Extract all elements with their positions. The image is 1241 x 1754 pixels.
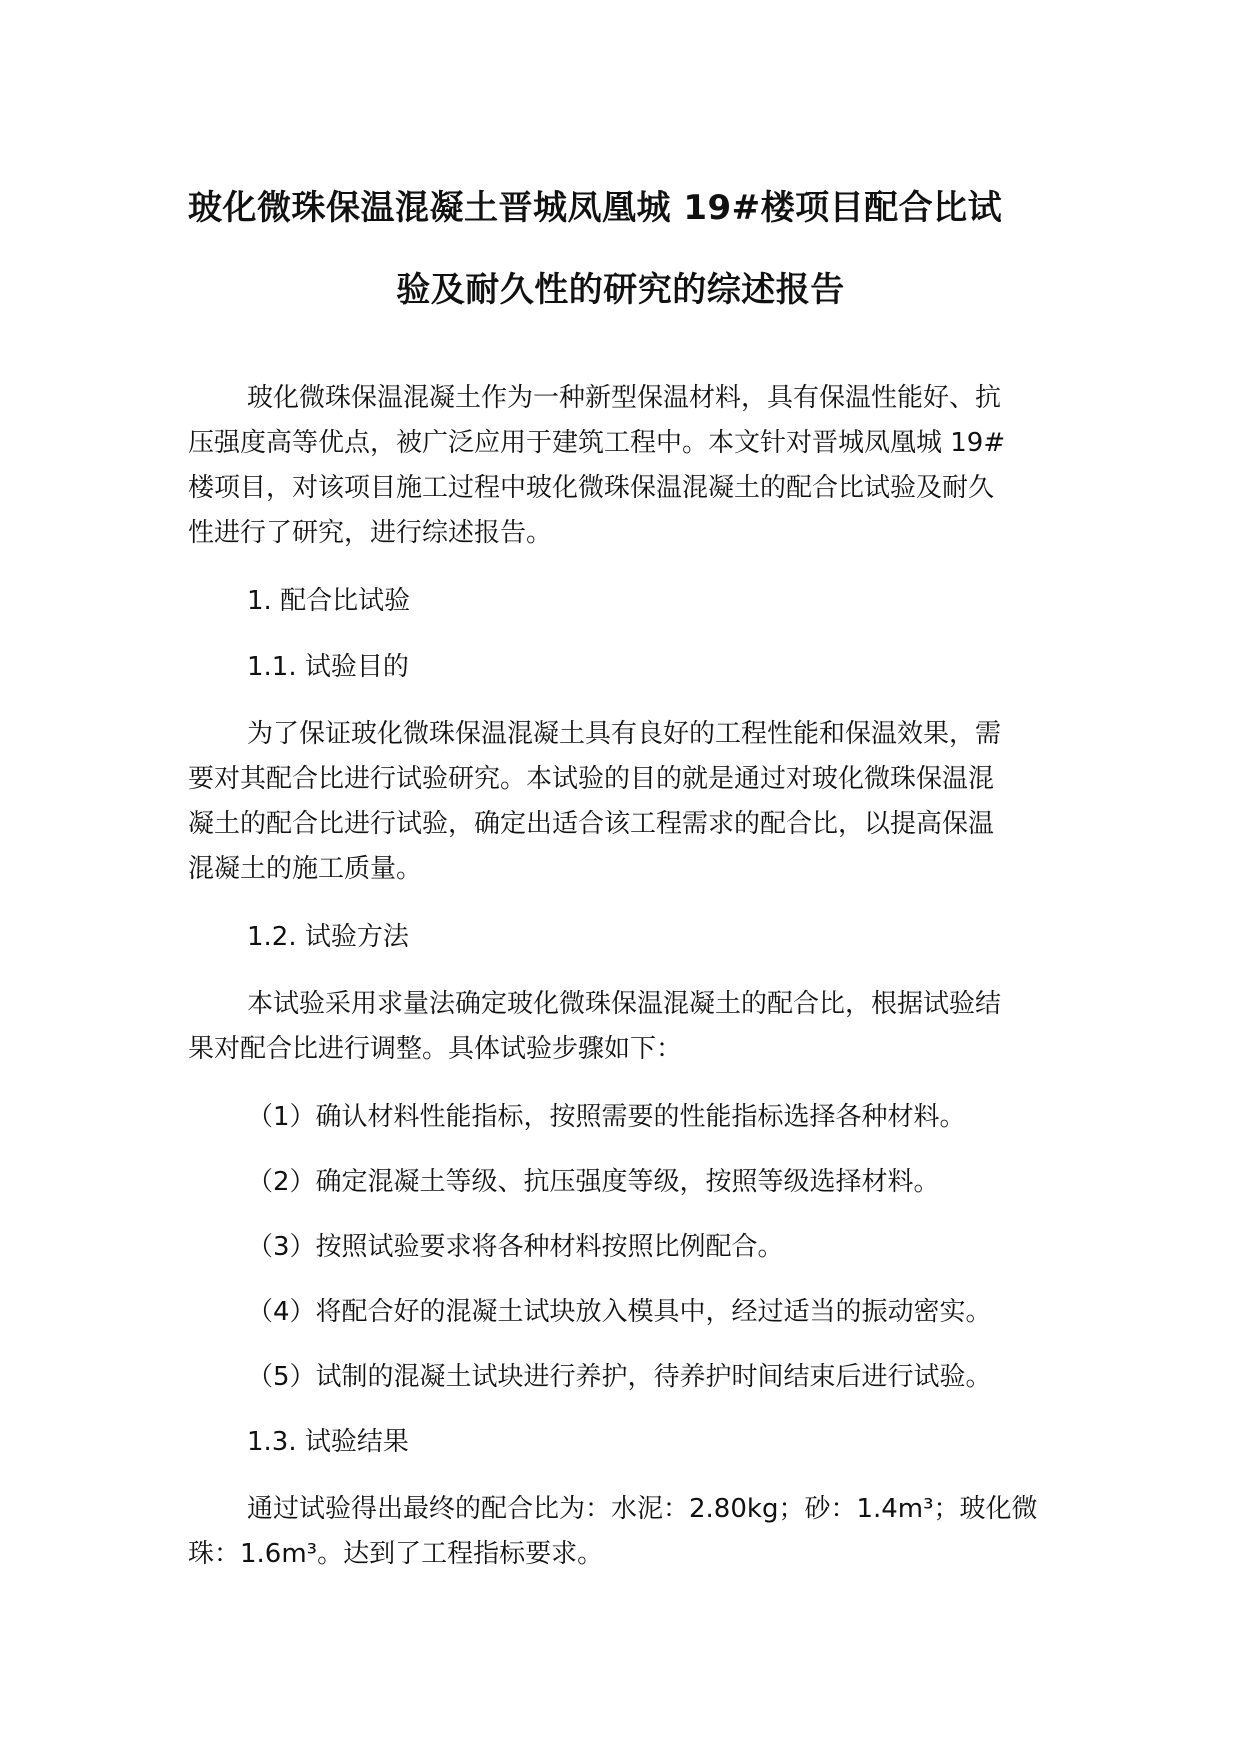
section-heading-1: 1. 配合比试验 [247, 586, 411, 616]
step-item-4: （4）将配合好的混凝土试块放入模具中，经过适当的振动密实。 [247, 1297, 992, 1327]
paragraph-1-2-line-1: 本试验采用求量法确定玻化微珠保温混凝土的配合比，根据试验结 [247, 989, 1002, 1019]
document-title-line-1: 玻化微珠保温混凝土晋城凤凰城 19#楼项目配合比试 [188, 188, 1003, 228]
section-heading-1-1: 1.1. 试验目的 [247, 652, 409, 682]
paragraph-1-1-line-4: 混凝土的施工质量。 [188, 854, 423, 884]
section-heading-1-3: 1.3. 试验结果 [247, 1427, 409, 1457]
paragraph-1-3-line-1: 通过试验得出最终的配合比为：水泥：2.80kg；砂：1.4m³；玻化微 [247, 1494, 1038, 1524]
step-item-2: （2）确定混凝土等级、抗压强度等级，按照等级选择材料。 [247, 1167, 940, 1197]
paragraph-1-1-line-2: 要对其配合比进行试验研究。本试验的目的就是通过对玻化微珠保温混 [188, 764, 995, 794]
step-item-5: （5）试制的混凝土试块进行养护，待养护时间结束后进行试验。 [247, 1362, 992, 1392]
paragraph-1-1-line-3: 凝土的配合比进行试验，确定出适合该工程需求的配合比，以提高保温 [188, 809, 995, 839]
intro-line-4: 性进行了研究，进行综述报告。 [188, 518, 553, 548]
step-item-1: （1）确认材料性能指标，按照需要的性能指标选择各种材料。 [247, 1102, 966, 1132]
document-title-line-2: 验及耐久性的研究的综述报告 [396, 270, 845, 310]
paragraph-1-2-line-2: 果对配合比进行调整。具体试验步骤如下： [188, 1034, 683, 1064]
intro-line-3: 楼项目，对该项目施工过程中玻化微珠保温混凝土的配合比试验及耐久 [188, 473, 995, 503]
paragraph-1-1-line-1: 为了保证玻化微珠保温混凝土具有良好的工程性能和保温效果，需 [247, 719, 1002, 749]
section-heading-1-2: 1.2. 试验方法 [247, 922, 409, 952]
step-item-3: （3）按照试验要求将各种材料按照比例配合。 [247, 1232, 784, 1262]
paragraph-1-3-line-2: 珠：1.6m³。达到了工程指标要求。 [188, 1539, 604, 1569]
intro-line-1: 玻化微珠保温混凝土作为一种新型保温材料，具有保温性能好、抗 [247, 383, 1002, 413]
intro-line-2: 压强度高等优点，被广泛应用于建筑工程中。本文针对晋城凤凰城 19# [188, 428, 1006, 458]
